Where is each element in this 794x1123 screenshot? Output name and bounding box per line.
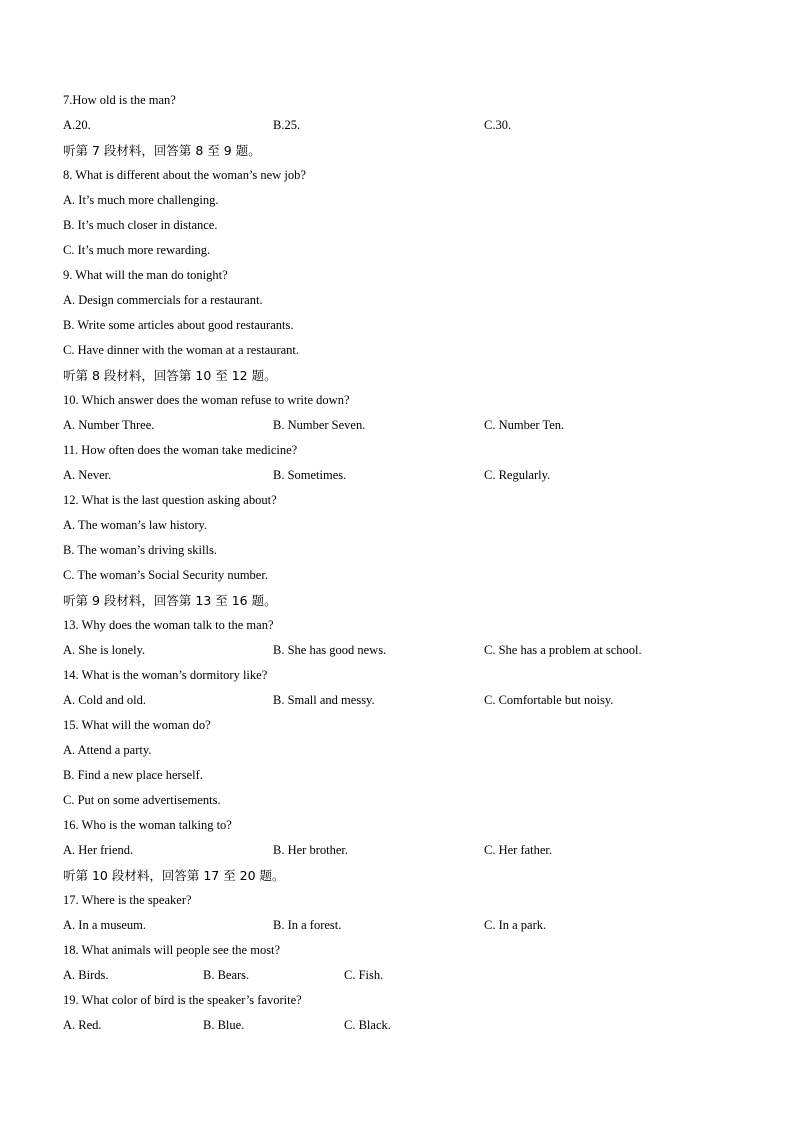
option-10a: A. Number Three. [63, 418, 155, 432]
question-13: 13. Why does the woman talk to the man? [63, 618, 274, 632]
question-15: 15. What will the woman do? [63, 718, 211, 732]
question-11: 11. How often does the woman take medicine? [63, 443, 298, 457]
option-19c: C. Black. [344, 1018, 391, 1032]
question-12: 12. What is the last question asking about? [63, 493, 277, 507]
option-18b: B. Bears. [203, 968, 250, 982]
question-9: 9. What will the man do tonight? [63, 268, 228, 282]
option-7a: A.20. [63, 118, 91, 132]
question-7: 7.How old is the man? [63, 93, 176, 107]
option-8a: A. It’s much more challenging. [63, 193, 219, 207]
option-13c: C. She has a problem at school. [484, 643, 642, 657]
option-11c: C. Regularly. [484, 468, 551, 482]
option-12a: A. The woman’s law history. [63, 518, 208, 532]
options-16 [63, 838, 743, 863]
option-12c: C. The woman’s Social Security number. [63, 568, 268, 582]
option-16b: B. Her brother. [273, 843, 348, 857]
option-16a: A. Her friend. [63, 843, 134, 857]
option-7c: C.30. [484, 118, 512, 132]
question-10: 10. Which answer does the woman refuse to write down? [63, 393, 350, 407]
option-9b: B. Write some articles about good restaurants. [63, 318, 294, 332]
question-14: 14. What is the woman’s dormitory like? [63, 668, 268, 682]
option-7b: B.25. [273, 118, 301, 132]
option-17c: C. In a park. [484, 918, 547, 932]
option-18a: A. Birds. [63, 968, 109, 982]
options-17 [63, 913, 743, 938]
option-15a: A. Attend a party. [63, 743, 152, 757]
option-14c: C. Comfortable but noisy. [484, 693, 614, 707]
question-19: 19. What color of bird is the speaker’s favorite? [63, 993, 302, 1007]
options-18 [63, 963, 743, 988]
section-heading-7: 听第 7 段材料，回答第 8 至 9 题。 [63, 143, 261, 158]
option-9a: A. Design commercials for a restaurant. [63, 293, 263, 307]
option-13a: A. She is lonely. [63, 643, 146, 657]
option-8c: C. It’s much more rewarding. [63, 243, 211, 257]
exam-page [63, 88, 743, 1038]
option-12b: B. The woman’s driving skills. [63, 543, 217, 557]
option-13b: B. She has good news. [273, 643, 387, 657]
options-10 [63, 413, 743, 438]
question-16: 16. Who is the woman talking to? [63, 818, 232, 832]
option-11a: A. Never. [63, 468, 112, 482]
option-11b: B. Sometimes. [273, 468, 347, 482]
option-19a: A. Red. [63, 1018, 102, 1032]
option-17b: B. In a forest. [273, 918, 342, 932]
options-13 [63, 638, 743, 663]
section-heading-10: 听第 10 段材料，回答第 17 至 20 题。 [63, 868, 285, 883]
section-heading-8: 听第 8 段材料，回答第 10 至 12 题。 [63, 368, 277, 383]
option-14a: A. Cold and old. [63, 693, 146, 707]
option-14b: B. Small and messy. [273, 693, 375, 707]
option-16c: C. Her father. [484, 843, 553, 857]
question-18: 18. What animals will people see the most? [63, 943, 281, 957]
option-15c: C. Put on some advertisements. [63, 793, 221, 807]
option-15b: B. Find a new place herself. [63, 768, 203, 782]
options-19 [63, 1013, 743, 1038]
options-14 [63, 688, 743, 713]
option-8b: B. It’s much closer in distance. [63, 218, 218, 232]
options-7 [63, 113, 743, 138]
option-19b: B. Blue. [203, 1018, 245, 1032]
section-heading-9: 听第 9 段材料，回答第 13 至 16 题。 [63, 593, 277, 608]
option-9c: C. Have dinner with the woman at a restaurant. [63, 343, 300, 357]
question-8: 8. What is different about the woman’s new job? [63, 168, 306, 182]
option-18c: C. Fish. [344, 968, 384, 982]
option-10c: C. Number Ten. [484, 418, 565, 432]
option-17a: A. In a museum. [63, 918, 146, 932]
options-11 [63, 463, 743, 488]
question-17: 17. Where is the speaker? [63, 893, 192, 907]
option-10b: B. Number Seven. [273, 418, 366, 432]
